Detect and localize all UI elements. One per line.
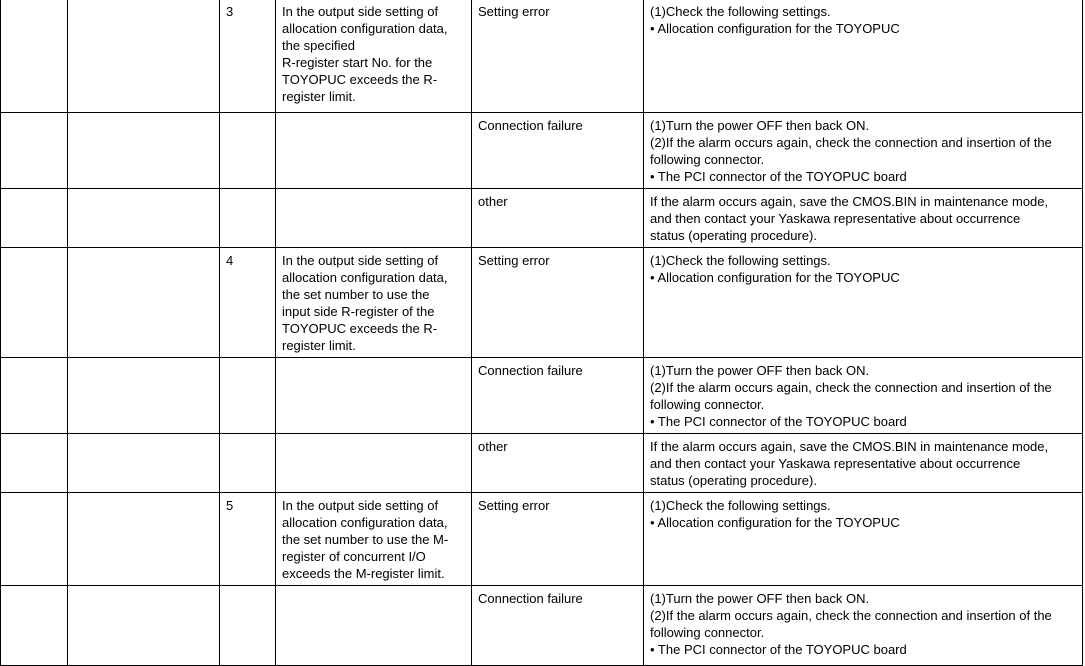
condition-line: the set number to use the (282, 287, 430, 302)
remedy-cell (644, 493, 1083, 586)
table-row (1, 248, 1083, 358)
alarm-number-cell (1, 113, 68, 189)
alarm-message-cell (68, 0, 220, 113)
remedy-line: (2)If the alarm occurs again, check the connection and insertion of the (650, 608, 1052, 623)
alarm-number-cell (1, 493, 68, 586)
remedy-line: (2)If the alarm occurs again, check the connection and insertion of the (650, 380, 1052, 395)
sub-code-cell (220, 434, 276, 493)
condition-line: TOYOPUC exceeds the R- (282, 72, 438, 87)
remedy-line: • Allocation configuration for the TOYOPUC (650, 515, 900, 530)
remedy-line: status (operating procedure). (650, 473, 817, 488)
alarm-message-cell (68, 586, 220, 666)
alarm-number-cell (1, 586, 68, 666)
condition-line: register of concurrent I/O (282, 549, 426, 564)
remedy-line: following connector. (650, 152, 765, 167)
sub-code-cell: 3 (220, 0, 276, 113)
condition-cell (276, 358, 472, 434)
remedy-line: • Allocation configuration for the TOYOPUC (650, 21, 900, 36)
table-row (1, 434, 1083, 493)
cause-cell: Setting error (472, 248, 644, 358)
alarm-number-cell (1, 0, 68, 113)
remedy-line: If the alarm occurs again, save the CMOS.BIN in maintenance mode, (650, 439, 1049, 454)
condition-line: allocation configuration data, (282, 21, 448, 36)
sub-code-cell: 4 (220, 248, 276, 358)
sub-code-cell: 5 (220, 493, 276, 586)
table-row (1, 586, 1083, 666)
remedy-line: • The PCI connector of the TOYOPUC board (650, 169, 907, 184)
remedy-line: following connector. (650, 625, 765, 640)
remedy-cell (644, 434, 1083, 493)
table-row (1, 493, 1083, 586)
sub-code-cell (220, 586, 276, 666)
condition-line: R-register start No. for the (282, 55, 433, 70)
alarm-number-cell (1, 248, 68, 358)
condition-cell (276, 248, 472, 358)
remedy-line: and then contact your Yaskawa representative about occurrence (650, 211, 1021, 226)
condition-cell (276, 493, 472, 586)
remedy-line: and then contact your Yaskawa representative about occurrence (650, 456, 1021, 471)
alarm-message-cell (68, 358, 220, 434)
remedy-line: • Allocation configuration for the TOYOPUC (650, 270, 900, 285)
cause-cell: other (472, 189, 644, 248)
alarm-message-cell (68, 434, 220, 493)
table-row (1, 189, 1083, 248)
remedy-line: If the alarm occurs again, save the CMOS.BIN in maintenance mode, (650, 194, 1049, 209)
condition-cell (276, 586, 472, 666)
cause-cell: Setting error (472, 0, 644, 113)
alarm-number-cell (1, 434, 68, 493)
remedy-line: • The PCI connector of the TOYOPUC board (650, 642, 907, 657)
condition-line: register limit. (282, 89, 356, 104)
condition-line: In the output side setting of (282, 498, 439, 513)
remedy-cell (644, 0, 1083, 113)
alarm-message-cell (68, 113, 220, 189)
condition-cell (276, 189, 472, 248)
condition-cell (276, 113, 472, 189)
condition-line: input side R-register of the (282, 304, 435, 319)
alarm-number-cell (1, 358, 68, 434)
condition-line: In the output side setting of (282, 4, 439, 19)
remedy-line: (1)Turn the power OFF then back ON. (650, 591, 870, 606)
remedy-cell (644, 358, 1083, 434)
sub-code-cell (220, 189, 276, 248)
remedy-cell (644, 586, 1083, 666)
remedy-line: • The PCI connector of the TOYOPUC board (650, 414, 907, 429)
remedy-line: (1)Turn the power OFF then back ON. (650, 118, 870, 133)
cause-cell: Connection failure (472, 113, 644, 189)
remedy-line: (1)Check the following settings. (650, 498, 831, 513)
remedy-line: (1)Turn the power OFF then back ON. (650, 363, 870, 378)
condition-line: register limit. (282, 338, 356, 353)
condition-cell (276, 434, 472, 493)
remedy-line: status (operating procedure). (650, 228, 817, 243)
remedy-cell (644, 189, 1083, 248)
alarm-message-cell (68, 493, 220, 586)
remedy-line: (1)Check the following settings. (650, 4, 831, 19)
condition-cell (276, 0, 472, 113)
condition-line: allocation configuration data, (282, 515, 448, 530)
remedy-cell (644, 248, 1083, 358)
condition-line: allocation configuration data, (282, 270, 448, 285)
condition-line: the set number to use the M- (282, 532, 449, 547)
cause-cell: Connection failure (472, 358, 644, 434)
condition-line: exceeds the M-register limit. (282, 566, 445, 581)
table-row (1, 0, 1083, 113)
alarm-message-cell (68, 248, 220, 358)
alarm-number-cell (1, 189, 68, 248)
sub-code-cell (220, 358, 276, 434)
remedy-line: (1)Check the following settings. (650, 253, 831, 268)
remedy-cell (644, 113, 1083, 189)
cause-cell: Setting error (472, 493, 644, 586)
table-row (1, 358, 1083, 434)
condition-line: In the output side setting of (282, 253, 439, 268)
cause-cell: other (472, 434, 644, 493)
remedy-line: following connector. (650, 397, 765, 412)
remedy-line: (2)If the alarm occurs again, check the connection and insertion of the (650, 135, 1052, 150)
condition-line: the specified (282, 38, 355, 53)
cause-cell: Connection failure (472, 586, 644, 666)
condition-line: TOYOPUC exceeds the R- (282, 321, 438, 336)
sub-code-cell (220, 113, 276, 189)
alarm-message-cell (68, 189, 220, 248)
table-row (1, 113, 1083, 189)
